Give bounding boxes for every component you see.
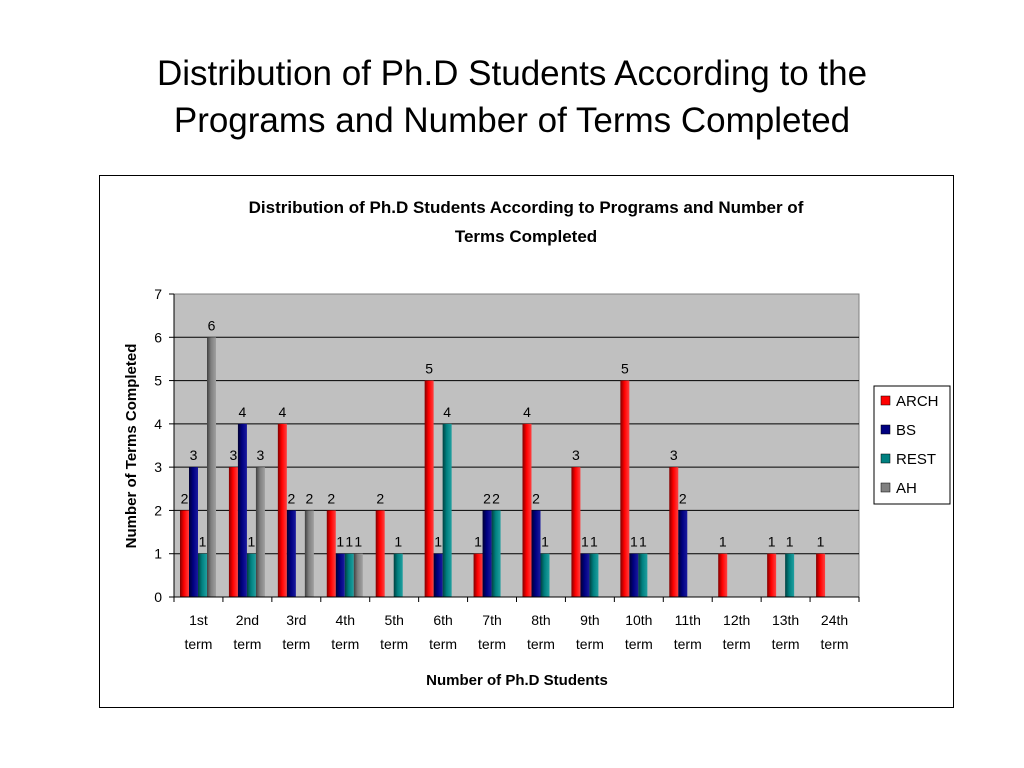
bar-bs [336,554,345,597]
bar-arch [816,554,825,597]
x-tick-label: 8th [531,612,551,628]
data-label: 2 [483,490,491,507]
x-tick-label: term [331,636,360,652]
x-tick-label: term [282,636,311,652]
data-label: 4 [523,403,531,420]
x-tick-label: term [624,636,653,652]
x-tick-label: term [429,636,458,652]
x-tick-label: 24th [820,612,849,628]
bar-rest [785,554,794,597]
x-tick-label: 9th [580,612,600,628]
x-tick-label: 3rd [286,612,307,628]
x-tick-label: term [478,636,507,652]
data-label: 1 [816,533,825,550]
bar-bs [434,554,443,597]
data-label: 2 [532,490,540,507]
x-tick-label: 10th [625,612,653,628]
y-tick-label: 0 [154,589,162,605]
bar-rest [443,424,452,597]
slide-title [0,50,1024,144]
y-tick-label: 1 [154,545,162,562]
data-label: 2 [327,490,336,507]
bar-ah [354,554,363,597]
data-label: 3 [669,447,678,464]
data-label: 1 [354,533,363,550]
bar-chart [100,176,953,707]
bar-rest [541,554,550,597]
legend-label-bs: BS [896,422,917,439]
bar-arch [718,554,727,597]
bar-ah [256,467,265,597]
x-tick-label: term [380,636,409,652]
x-tick-label: 5th [384,612,404,628]
data-label: 1 [718,533,727,550]
bar-arch [180,510,189,597]
legend-swatch-ah [881,483,890,492]
data-label: 1 [336,533,345,550]
data-label: 2 [305,490,314,507]
legend-label-ah: AH [896,480,917,497]
bar-rest [247,554,256,597]
bar-bs [189,467,198,597]
bar-ah [207,337,216,597]
x-tick-label: 6th [433,612,453,628]
data-label: 1 [345,533,354,550]
bar-bs [629,554,638,597]
x-tick-label: 7th [482,612,502,628]
bar-arch [229,467,238,597]
data-label: 1 [198,533,207,550]
y-axis-title: Number of Terms Completed [123,343,140,549]
x-tick-label: term [184,636,213,652]
bar-arch [425,381,434,597]
y-tick-label: 5 [154,372,162,389]
bar-arch [571,467,580,597]
bar-rest [198,554,207,597]
x-tick-label: 11th [674,612,701,628]
bar-rest [394,554,403,597]
data-label: 1 [394,533,403,550]
data-label: 2 [287,490,296,507]
slide-title-line-1: Distribution of Ph.D Students According to the [156,54,868,93]
data-label: 2 [492,490,500,507]
data-label: 2 [678,490,687,507]
bar-arch [669,467,678,597]
legend-label-arch: ARCH [896,393,939,410]
data-label: 2 [376,490,385,507]
data-label: 1 [247,533,256,550]
data-label: 3 [229,447,238,464]
y-tick-label: 4 [154,415,162,432]
bar-arch [376,510,385,597]
y-tick-label: 7 [154,286,162,302]
data-label: 1 [541,533,549,550]
bar-arch [327,510,336,597]
data-label: 3 [572,447,580,464]
data-label: 1 [629,533,638,550]
x-tick-label: term [820,636,849,652]
x-axis-title: Number of Ph.D Students [426,672,608,689]
bar-bs [483,510,492,597]
bar-rest [589,554,598,597]
bar-bs [580,554,589,597]
x-tick-label: 12th [723,612,751,628]
bar-arch [278,424,287,597]
x-tick-label: term [233,636,262,652]
y-tick-label: 2 [154,502,162,519]
bar-arch [767,554,776,597]
x-tick-label: term [575,636,604,652]
chart-title-line-2: Terms Completed [454,227,598,246]
x-tick-label: term [771,636,800,652]
x-tick-label: term [722,636,751,652]
x-tick-label: 2nd [235,612,260,628]
data-label: 1 [767,533,776,550]
bar-arch [474,554,483,597]
legend-label-rest: REST [896,451,937,468]
data-label: 1 [581,533,589,550]
data-label: 1 [638,533,647,550]
chart-frame [99,175,954,708]
bar-rest [345,554,354,597]
data-label: 1 [590,533,598,550]
plot-area [174,294,859,597]
x-tick-label: 1st [189,612,208,628]
legend [874,386,950,504]
data-label: 6 [207,317,216,334]
bar-bs [678,510,687,597]
data-label: 5 [425,360,434,377]
data-label: 1 [474,533,482,550]
slide-title-line-2: Programs and Number of Terms Completed [173,101,851,140]
x-tick-label: term [526,636,555,652]
y-tick-label: 6 [154,329,162,346]
bar-bs [238,424,247,597]
data-label: 1 [434,533,443,550]
data-label: 4 [278,403,287,420]
data-label: 4 [443,403,452,420]
bar-ah [305,510,314,597]
bar-rest [638,554,647,597]
bar-bs [532,510,541,597]
x-tick-label: term [673,636,702,652]
bar-bs [287,510,296,597]
bar-arch [523,424,532,597]
data-label: 4 [238,403,247,420]
legend-swatch-rest [881,454,890,463]
legend-swatch-arch [881,396,890,405]
data-label: 2 [180,490,189,507]
legend-swatch-bs [881,425,890,434]
x-tick-label: 13th [771,612,800,628]
bar-rest [492,510,501,597]
chart-title-line-1: Distribution of Ph.D Students According to Programs and Number of [248,198,804,217]
data-label: 3 [189,447,198,464]
bar-arch [620,381,629,597]
data-label: 3 [256,447,265,464]
data-label: 1 [785,533,794,550]
x-tick-label: 4th [335,612,355,628]
y-tick-label: 3 [154,459,162,476]
data-label: 5 [620,360,629,377]
